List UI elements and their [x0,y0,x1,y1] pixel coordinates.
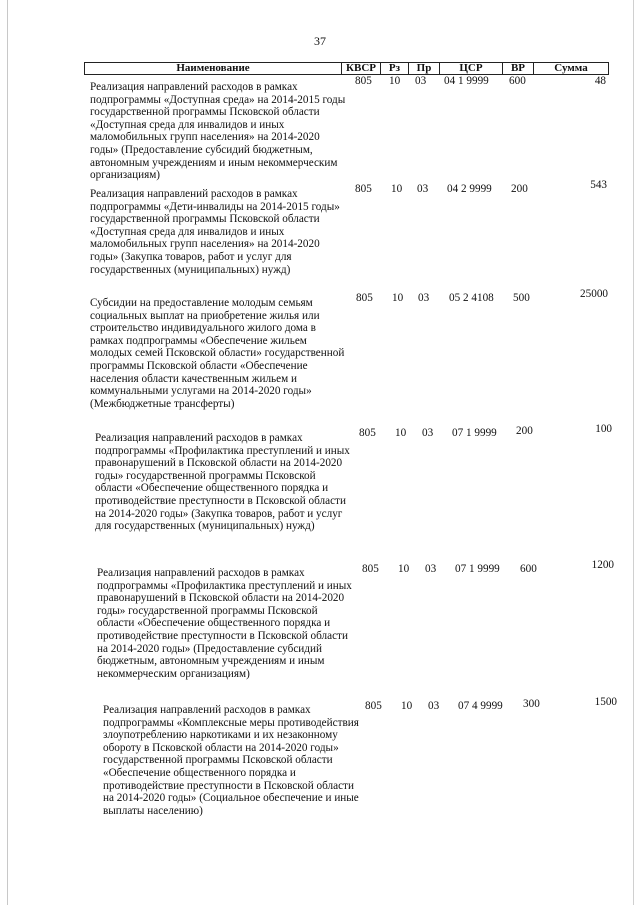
header-kvsr: КВСР [341,62,381,75]
row-vr: 600 [509,75,526,87]
row-rz: 10 [398,563,410,575]
row-csr: 07 1 9999 [452,427,497,439]
row-name: Реализация направлений расходов в рамках подпрограммы «Доступная среда» на 2014-2015 годы государственной программы Псковской области «Доступная среда для инвалидов и иных маломобильных групп населения» на 2014-2020 годы» (Предоставление субсидий бюджетным, автономным учреждениям и иным некоммерческим организациям) [90,81,346,182]
row-pr: 03 [415,75,427,87]
row-rz: 10 [391,183,403,195]
row-kvsr: 805 [356,292,373,304]
row-kvsr: 805 [359,427,376,439]
row-rz: 10 [392,292,404,304]
row-csr: 04 1 9999 [444,75,489,87]
page-edge-right [633,0,634,905]
row-csr: 07 1 9999 [455,563,500,575]
header-csr: ЦСР [439,62,503,75]
header-vr: ВР [502,62,534,75]
row-kvsr: 805 [355,183,372,195]
row-name: Субсидии на предоставление молодым семьям социальных выплат на приобретение жилья или строительство индивидуального жилого дома в рамках подпрограммы «Обеспечение жильем молодых семей Псковской области» государственной программы Псковской области «Обеспечение населения области качественным жильем и коммунальными услугами на 2014-2020 годы» (Межбюджетные трансферты) [90,297,345,410]
row-vr: 200 [516,425,533,437]
row-sum: 48 [594,75,606,87]
row-pr: 03 [417,183,429,195]
row-name: Реализация направлений расходов в рамках подпрограммы «Дети-инвалиды на 2014-2015 годы» государственной программы Псковской области «Доступная среда для инвалидов и иных маломобильных групп населения» на 2014-2020 годы» (Закупка товаров, работ и услуг для государственных (муниципальных) нужд) [90,188,340,276]
row-name: Реализация направлений расходов в рамках подпрограммы «Профилактика преступлений и иных правонарушений в Псковской области на 2014-2020 годы» государственной программы Псковской области «Обеспечение общественного порядка и противодействие преступности в Псковской области на 2014-2020 годы» (Закупка товаров, работ и услуг для государственных (муниципальных) нужд) [95,432,350,533]
row-pr: 03 [425,563,437,575]
row-sum: 25000 [580,288,608,300]
row-csr: 07 4 9999 [458,700,503,712]
header-rz: Рз [380,62,409,75]
row-vr: 200 [511,183,528,195]
row-csr: 05 2 4108 [449,292,494,304]
row-name: Реализация направлений расходов в рамках подпрограммы «Комплексные меры противодействия злоупотреблению наркотиками и их незаконному обороту в Псковской области на 2014-2020 годы» государственной программы Псковской области «Обеспечение общественного порядка и противодействие преступности в Псковской области на 2014-2020 годы» (Социальное обеспечение и иные выплаты населению) [103,704,359,817]
row-sum: 543 [590,179,607,191]
row-rz: 10 [401,700,413,712]
row-vr: 300 [523,698,540,710]
row-csr: 04 2 9999 [447,183,492,195]
row-pr: 03 [428,700,440,712]
page-edge-left [7,0,8,905]
header-sum: Сумма [533,62,609,75]
page-number: 37 [314,34,326,48]
row-rz: 10 [389,75,401,87]
row-sum: 100 [595,423,612,435]
row-name: Реализация направлений расходов в рамках подпрограммы «Профилактика преступлений и иных правонарушений в Псковской области на 2014-2020 годы» государственной программы Псковской области «Обеспечение общественного порядка и противодействие преступности в Псковской области на 2014-2020 годы» (Предоставление субсидий бюджетным, автономным учреждениям и иным некоммерческим организациям) [97,567,352,680]
row-kvsr: 805 [355,75,372,87]
row-pr: 03 [418,292,430,304]
row-kvsr: 805 [365,700,382,712]
row-kvsr: 805 [362,563,379,575]
row-sum: 1200 [591,559,614,571]
header-pr: Пр [408,62,440,75]
row-vr: 600 [520,563,537,575]
row-vr: 500 [513,292,530,304]
row-sum: 1500 [594,696,617,708]
row-pr: 03 [422,427,434,439]
header-name: Наименование [84,62,342,75]
row-rz: 10 [395,427,407,439]
